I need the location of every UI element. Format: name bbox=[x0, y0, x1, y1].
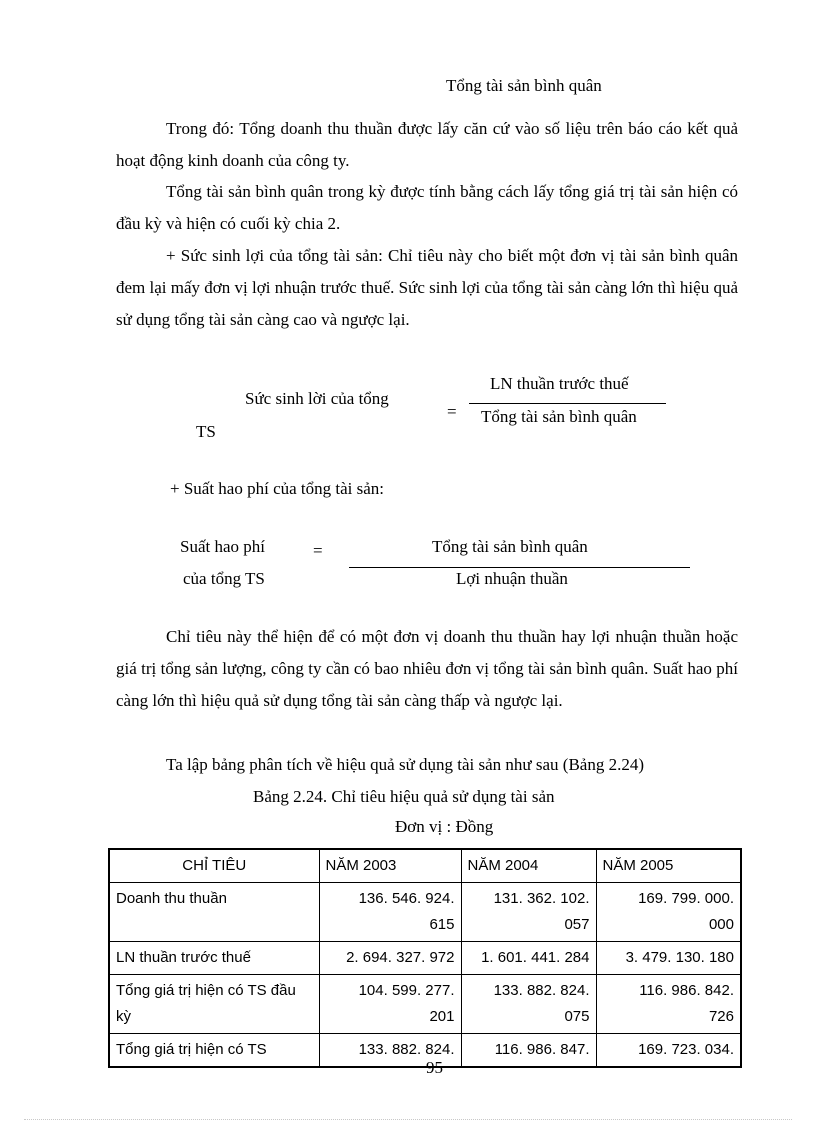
formula1-equals: = bbox=[447, 402, 457, 421]
formula2-label-line2: của tổng TS bbox=[183, 569, 265, 588]
table-cell-value: 169. 799. 000. 000 bbox=[596, 883, 741, 942]
table-header-cell: NĂM 2005 bbox=[596, 849, 741, 883]
table-cell-value: 133. 882. 824. bbox=[319, 1034, 461, 1068]
table-row bbox=[109, 942, 741, 975]
table-cell-label: Doanh thu thuần bbox=[109, 883, 319, 942]
table-header-cell: CHỈ TIÊU bbox=[109, 849, 319, 883]
formula1-label-line2: TS bbox=[196, 422, 216, 441]
page-bottom-divider bbox=[24, 1119, 792, 1120]
asset-efficiency-table bbox=[108, 848, 742, 1068]
paragraph-average-assets: Tổng tài sản bình quân trong kỳ được tính bằng cách lấy tổng giá trị tài sản hiện có đầu kỳ và hiện có cuối kỳ chia 2. bbox=[116, 182, 738, 233]
formula0-denominator: Tổng tài sản bình quân bbox=[446, 76, 602, 95]
table-cell-value: 133. 882. 824. 075 bbox=[461, 975, 596, 1034]
table-cell-value: 116. 986. 842. 726 bbox=[596, 975, 741, 1034]
table-cell-value: 131. 362. 102. 057 bbox=[461, 883, 596, 942]
page-number: 95 bbox=[426, 1058, 443, 1077]
table-cell-label: Tổng giá trị hiện có TS đầu kỳ bbox=[109, 975, 319, 1034]
table-cell-value: 116. 986. 847. bbox=[461, 1034, 596, 1068]
paragraph-table-intro: Ta lập bảng phân tích về hiệu quả sử dụng tài sản như sau (Bảng 2.24) bbox=[166, 755, 645, 774]
formula2-label-line1: Suất hao phí bbox=[180, 537, 265, 556]
table-header-row bbox=[109, 849, 741, 883]
table-cell-value: 1. 601. 441. 284 bbox=[461, 942, 596, 975]
formula1-label-line1: Sức sinh lời của tổng bbox=[245, 389, 389, 408]
formula2-fraction-bar bbox=[349, 567, 690, 568]
formula1-numerator: LN thuần trước thuế bbox=[490, 374, 629, 393]
table-cell-label: Tổng giá trị hiện có TS bbox=[109, 1034, 319, 1068]
heading-expense-ratio: + Suất hao phí của tổng tài sản: bbox=[170, 479, 385, 498]
table-cell-value: 104. 599. 277. 201 bbox=[319, 975, 461, 1034]
table-unit: Đơn vị : Đồng bbox=[395, 817, 494, 836]
table-row bbox=[109, 975, 741, 1034]
table-header-cell: NĂM 2004 bbox=[461, 849, 596, 883]
table-cell-label: LN thuần trước thuế bbox=[109, 942, 319, 975]
table-row bbox=[109, 1034, 741, 1068]
paragraph-profitability: + Sức sinh lợi của tổng tài sản: Chỉ tiêu này cho biết một đơn vị tài sản bình quân đem lại mấy đơn vị lợi nhuận trước thuế. Sức sinh lợi của tổng tài sản càng lớn thì hiệu quả sử dụng tổng tài sản càng cao và ngược lại. bbox=[116, 246, 738, 329]
table-cell-value: 169. 723. 034. bbox=[596, 1034, 741, 1068]
table-cell-value: 136. 546. 924. 615 bbox=[319, 883, 461, 942]
table-header-cell: NĂM 2003 bbox=[319, 849, 461, 883]
table-row bbox=[109, 883, 741, 942]
formula1-fraction-bar bbox=[469, 403, 666, 404]
table-cell-value: 2. 694. 327. 972 bbox=[319, 942, 461, 975]
formula2-denominator: Lợi nhuận thuần bbox=[456, 569, 568, 588]
table-cell-value: 3. 479. 130. 180 bbox=[596, 942, 741, 975]
paragraph-expense-explanation: Chỉ tiêu này thể hiện để có một đơn vị doanh thu thuần hay lợi nhuận thuần hoặc giá trị tổng sản lượng, công ty cần có bao nhiêu đơn vị tổng tài sản bình quân. Suất hao phí càng lớn thì hiệu quả sử dụng tổng tài sản càng thấp và ngược lại. bbox=[116, 627, 738, 710]
formula2-numerator: Tổng tài sản bình quân bbox=[432, 537, 588, 556]
table-caption: Bảng 2.24. Chỉ tiêu hiệu quả sử dụng tài sản bbox=[253, 787, 555, 806]
formula2-equals: = bbox=[313, 541, 323, 560]
formula1-denominator: Tổng tài sản bình quân bbox=[481, 407, 637, 426]
paragraph-revenue-definition: Trong đó: Tổng doanh thu thuần được lấy căn cứ vào số liệu trên báo cáo kết quả hoạt động kinh doanh của công ty. bbox=[116, 119, 738, 170]
